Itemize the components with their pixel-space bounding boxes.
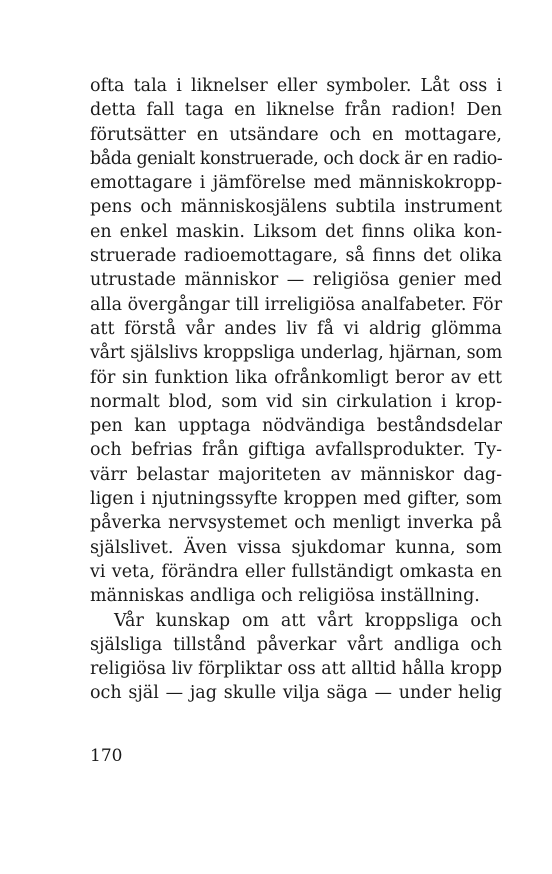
paragraph-2 <box>90 609 502 706</box>
paragraph-1 <box>90 74 502 609</box>
text-line: emottagare i jämförelse med människokropp- <box>90 173 502 194</box>
text-line: utrustade människor — religiösa genier med <box>90 270 502 291</box>
body-text <box>90 74 502 706</box>
text-line: struerade radioemottagare, så finns det olika <box>90 246 502 267</box>
text-line: normalt blod, som vid sin cirkulation i krop- <box>90 391 502 412</box>
text-line: detta fall taga en liknelse från radion! Den <box>90 100 502 121</box>
text-line: människas andliga och religiösa inställning. <box>90 586 480 607</box>
text-line: att förstå vår andes liv få vi aldrig glömma <box>90 318 502 339</box>
text-line: ofta tala i liknelser eller symboler. Låt oss i <box>90 76 502 96</box>
text-line: förutsätter en utsändare och en mottagare, <box>90 124 502 145</box>
text-line: vi veta, förändra eller fullständigt omkasta en <box>90 561 502 582</box>
text-line: för sin funktion lika ofrånkomligt beror av ett <box>90 367 502 388</box>
text-line: religiösa liv förpliktar oss att alltid hålla kropp <box>90 659 502 680</box>
text-line: och själ — jag skulle vilja säga — under helig <box>90 683 502 704</box>
text-line: ligen i njutningssyfte kroppen med gifter, som <box>90 489 502 510</box>
text-line: båda genialt konstruerade, och dock är en radio- <box>90 148 503 169</box>
text-line: alla övergångar till irreligiösa analfabeter. För <box>90 294 503 315</box>
text-line: värr belastar majoriteten av människor dag- <box>90 464 502 485</box>
text-line: och befrias från giftiga avfallsprodukter. Ty- <box>90 440 502 461</box>
text-line: pens och människosjälens subtila instrument <box>90 197 502 218</box>
text-line: en enkel maskin. Liksom det finns olika kon- <box>90 221 502 242</box>
page-number: 170 <box>90 746 123 766</box>
text-line: själslivet. Även vissa sjukdomar kunna, som <box>90 537 502 558</box>
text-line: vårt själslivs kroppsliga underlag, hjärnan, som <box>90 343 503 364</box>
text-line: påverka nervsystemet och menligt inverka på <box>90 513 502 534</box>
text-line: pen kan upptaga nödvändiga beståndsdelar <box>90 416 502 437</box>
text-line: själsliga tillstånd påverkar vårt andliga och <box>90 634 502 655</box>
text-line: Vår kunskap om att vårt kroppsliga och <box>114 610 502 631</box>
